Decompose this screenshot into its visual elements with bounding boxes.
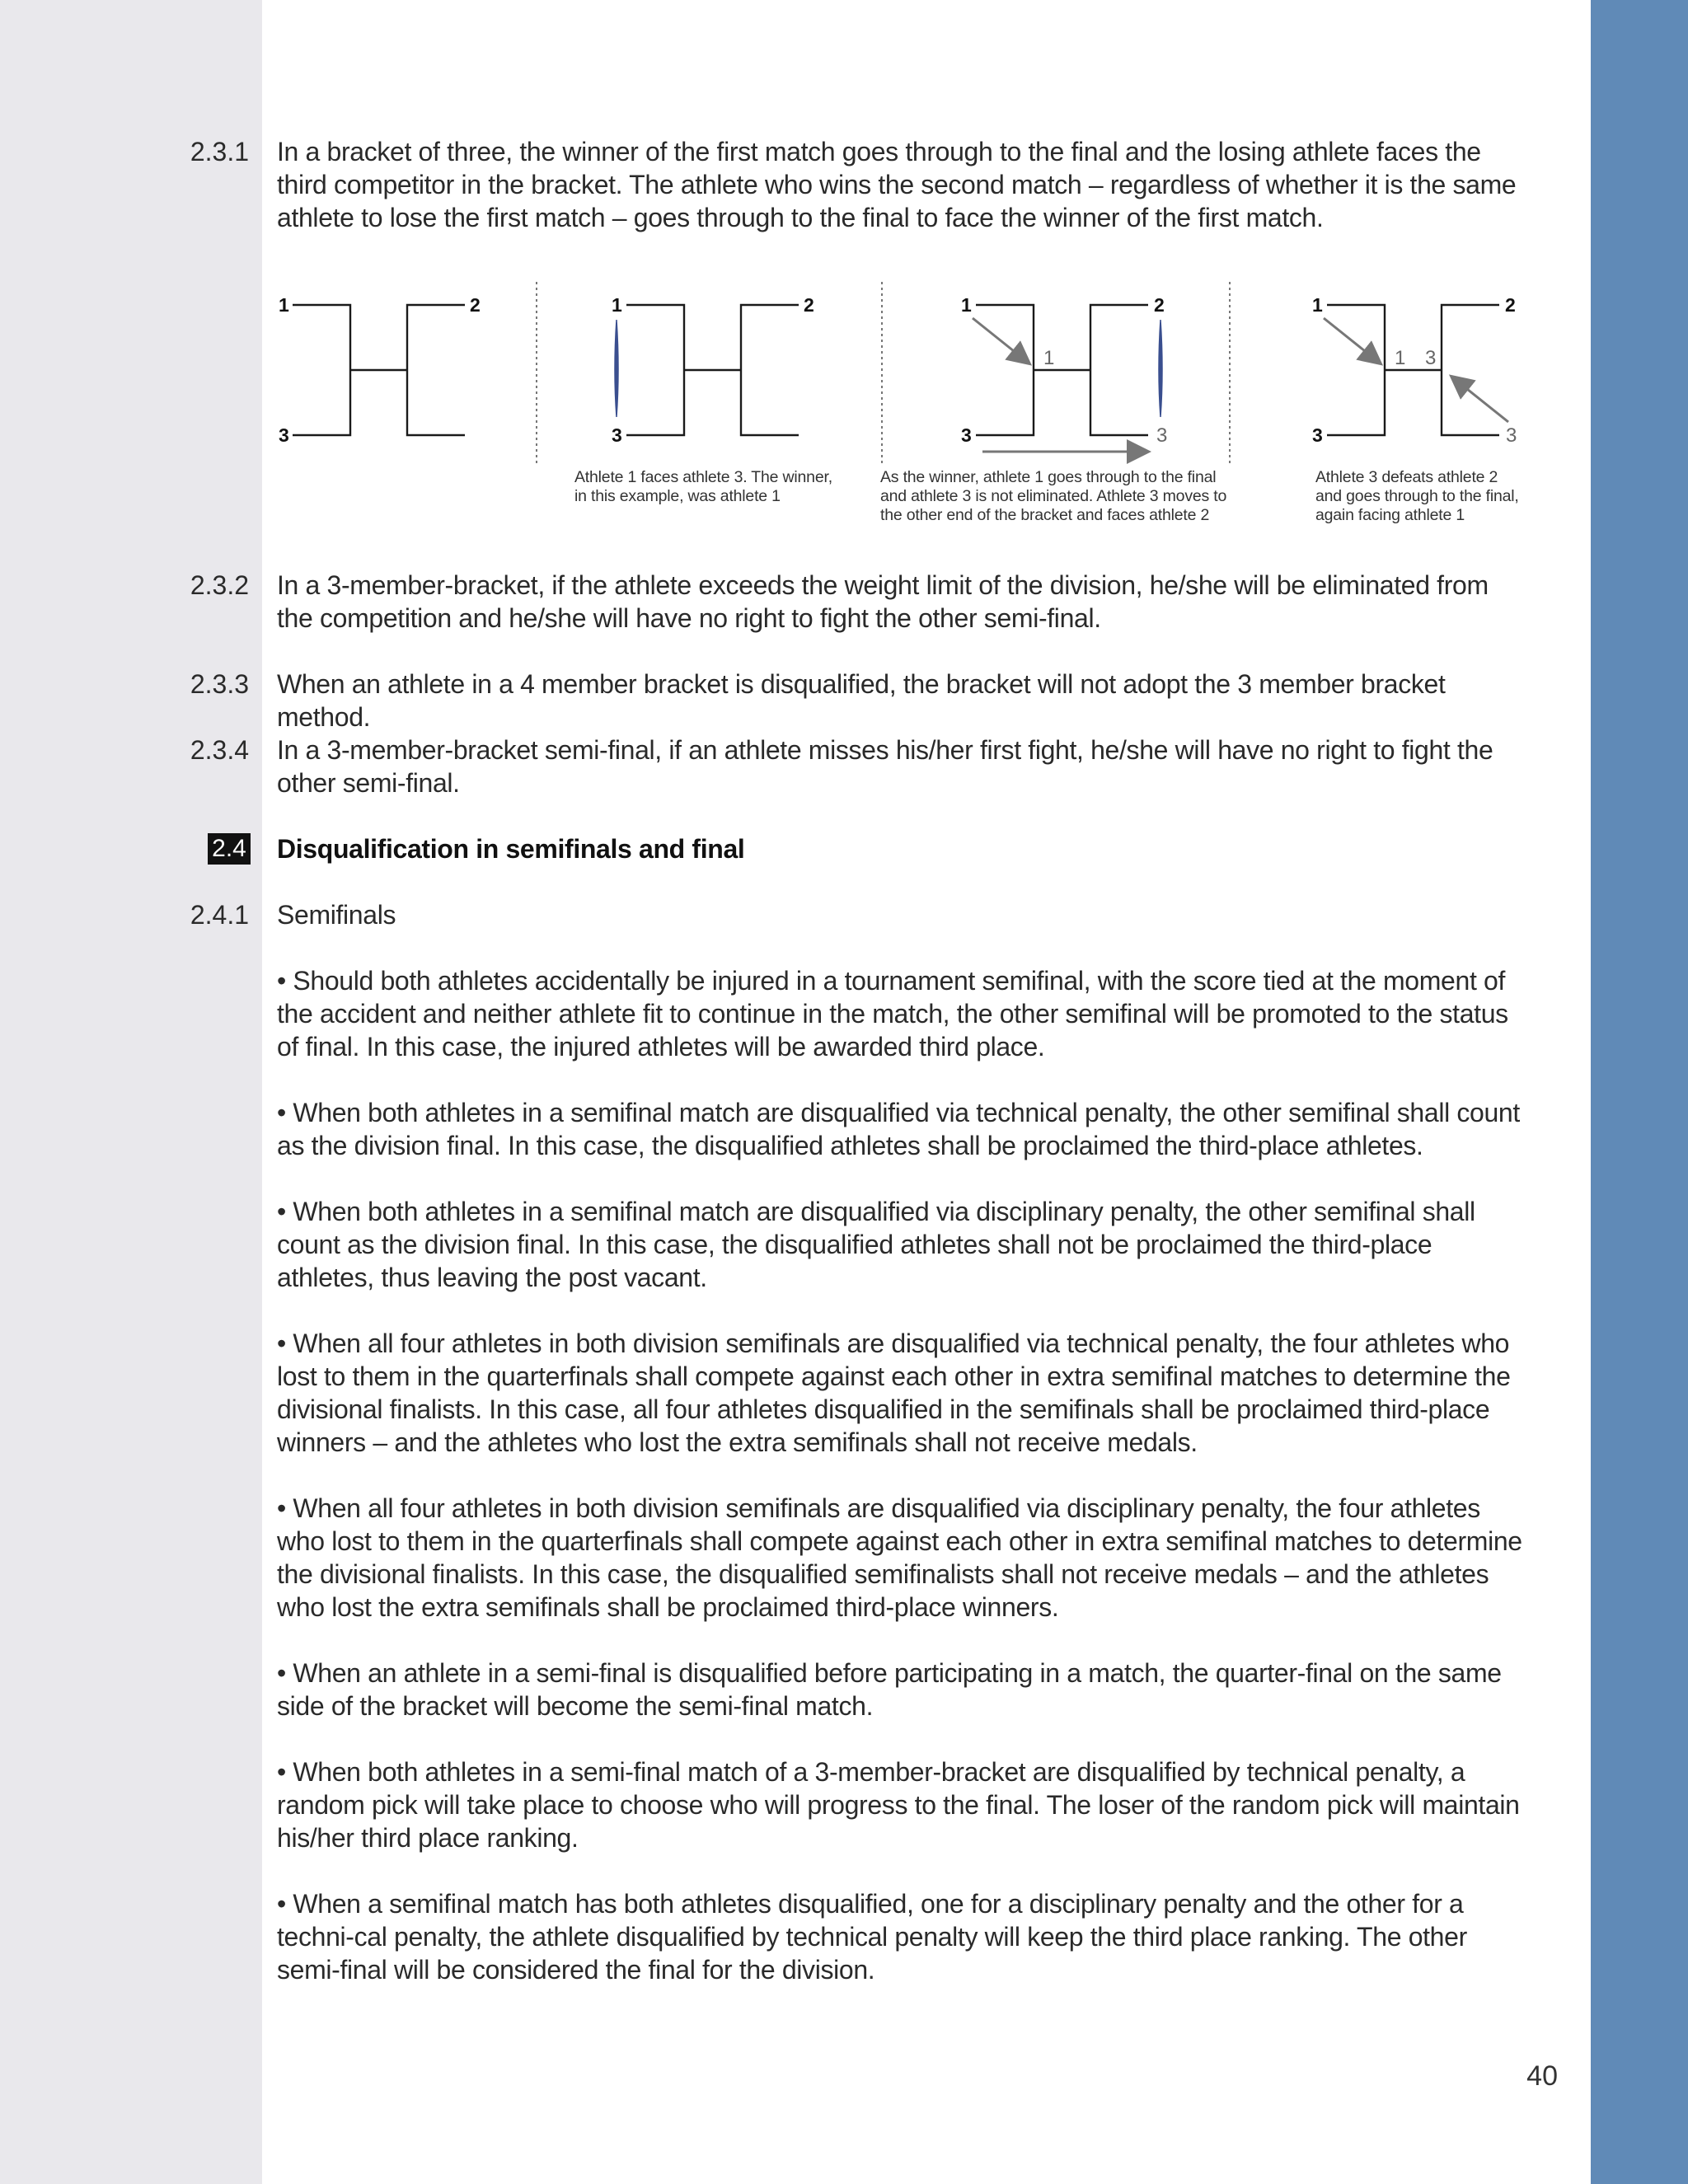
section-number: 2.3.3 (190, 669, 249, 699)
diagram-caption-2: As the winner, athlete 1 goes through to the final and athlete 3 is not eliminated. Athlete 3 moves to the other end of the bracket and faces athlete 2 (880, 468, 1227, 524)
seed-label-1: 1 (961, 294, 972, 316)
bracket-panel-1 (293, 305, 465, 435)
seed-label-3: 3 (961, 424, 972, 446)
bracket-panel-3 (976, 305, 1148, 435)
seed-label-1: 1 (612, 294, 622, 316)
bracket-panel-4 (1327, 305, 1499, 435)
advance-mark-3: 3 (1425, 347, 1437, 369)
section-text: When an athlete in a 4 member bracket is disqualified, the bracket will not adopt the 3 member bracket method. (277, 669, 1446, 732)
page-number: 40 (1526, 2060, 1558, 2092)
bullet-item: • When a semifinal match has both athletes disqualified, one for a disciplinary penalty and the other for a techni-cal penalty, the athlete disqualified by technical penalty will keep the third place ranking. The other semi-final will be considered the final for the division. (277, 1889, 1467, 1985)
bullet-item: • Should both athletes accidentally be injured in a tournament semifinal, with the score tied at the moment of the accident and neither athlete fit to continue in the match, the other semifinal will be promoted to the status of final. In this case, the injured athletes will be awarded third place. (277, 966, 1508, 1062)
moved-mark-3: 3 (1506, 424, 1517, 447)
seed-label-2: 2 (1154, 294, 1165, 316)
seed-label-2: 2 (1505, 294, 1516, 316)
bracket-panel-2 (626, 305, 799, 435)
seed-label-3: 3 (279, 424, 289, 446)
bullet-item: • When an athlete in a semi-final is disqualified before participating in a match, the quarter-final on the same side of the bracket will become the semi-final match. (277, 1658, 1502, 1721)
seed-label-3: 3 (612, 424, 622, 446)
bullet-item: • When both athletes in a semifinal match are disqualified via disciplinary penalty, the other semifinal shall count as the division final. In this case, the disqualified athletes shall not be proclaimed the third-place athletes, thus leaving the post vacant. (277, 1197, 1475, 1292)
bullet-item: • When all four athletes in both division semifinals are disqualified via technical penalty, the four athletes who lost to them in the quarterfinals shall compete against each other in extra semifinal matches to determine the divisional finalists. In this case, all four athletes disqualified in the semifinals shall be proclaimed third-place winners – and the athletes who lost the extra semifinals shall not receive medals. (277, 1329, 1511, 1457)
section-title: Semifinals (277, 900, 396, 930)
bullet-item: • When both athletes in a semi-final match of a 3-member-bracket are disqualified by technical penalty, a random pick will take place to choose who will progress to the final. The loser of the random pick will maintain his/her third place ranking. (277, 1757, 1520, 1853)
section-heading: Disqualification in semifinals and final (277, 834, 745, 864)
section-number: 2.4.1 (190, 900, 249, 930)
side-color-bar (1591, 0, 1688, 2184)
section-number: 2.3.2 (190, 570, 249, 600)
moved-mark-3: 3 (1156, 424, 1168, 447)
diagram-caption-1: Athlete 1 faces athlete 3. The winner, in this example, was athlete 1 (574, 468, 832, 505)
section-number: 2.3.1 (190, 137, 249, 166)
seed-label-1: 1 (1312, 294, 1323, 316)
advance-mark-1: 1 (1043, 347, 1055, 369)
seed-label-1: 1 (279, 294, 289, 316)
section-text: In a 3-member-bracket, if the athlete exceeds the weight limit of the division, he/she will be eliminated from the competition and he/she will have no right to fight the other semi-final. (277, 570, 1489, 633)
diagram-caption-3: Athlete 3 defeats athlete 2 and goes through to the final, again facing athlete 1 (1315, 468, 1519, 524)
section-text: In a 3-member-bracket semi-final, if an athlete misses his/her first fight, he/she will have no right to fight the other semi-final. (277, 735, 1493, 798)
section-text: In a bracket of three, the winner of the first match goes through to the final and the losing athlete faces the third competitor in the bracket. The athlete who wins the second match – regardless of whether it is the same athlete to lose the first match – goes through to the final to face the winner of the first match. (277, 137, 1517, 232)
bullet-item: • When both athletes in a semifinal match are disqualified via technical penalty, the other semifinal shall count as the division final. In this case, the disqualified athletes shall be proclaimed the third-place athletes. (277, 1098, 1520, 1160)
section-number-badge: 2.4 (208, 833, 251, 865)
seed-label-2: 2 (804, 294, 814, 316)
section-number: 2.3.4 (190, 735, 249, 765)
advance-mark-1: 1 (1395, 347, 1406, 369)
seed-label-3: 3 (1312, 424, 1323, 446)
bullet-item: • When all four athletes in both division semifinals are disqualified via disciplinary penalty, the four athletes who lost to them in the quarterfinals shall compete against each other in extra semifinal matches to determine the divisional finalists. In this case, the disqualified semifinalists shall not receive medals – and the athletes who lost the extra semifinals shall be proclaimed third-place winners. (277, 1493, 1522, 1622)
bracket-diagram (264, 272, 1550, 544)
seed-label-2: 2 (470, 294, 481, 316)
